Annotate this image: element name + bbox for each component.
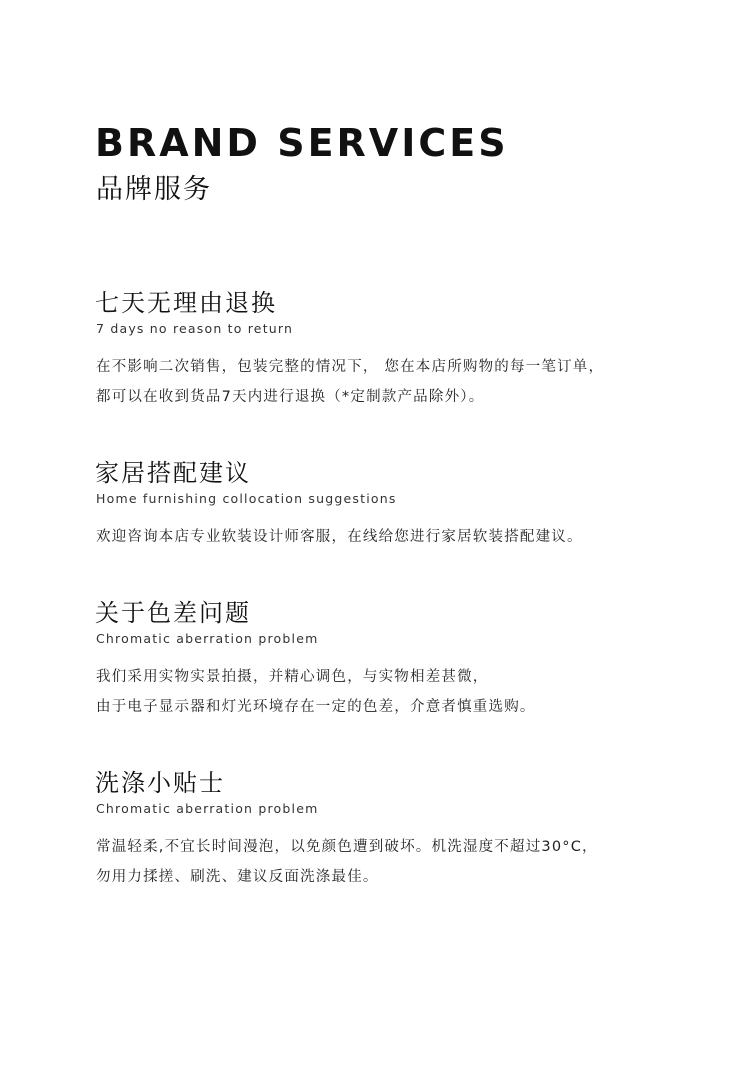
- body-line: 勿用力揉搓、刷洗、建议反面洗涤最佳。: [96, 869, 379, 885]
- body-line: 常温轻柔,不宜长时间漫泡，以免颜色遭到破坏。机洗湿度不超过30°C，: [96, 839, 598, 855]
- section-subheading: Home furnishing collocation suggestions: [96, 491, 397, 506]
- section-color-difference: [95, 598, 715, 722]
- section-furnishing-suggestions: [95, 458, 715, 552]
- page-subtitle: 品牌服务: [96, 174, 212, 205]
- section-return-policy: [95, 288, 715, 412]
- section-heading: 洗涤小贴士: [95, 769, 225, 797]
- section-heading: 关于色差问题: [95, 599, 251, 627]
- section-heading: 七天无理由退换: [95, 289, 277, 317]
- section-body: [96, 832, 715, 892]
- section-body: [96, 522, 715, 552]
- section-subheading: Chromatic aberration problem: [96, 631, 319, 646]
- section-subheading: 7 days no reason to return: [96, 321, 294, 336]
- section-body: [96, 662, 715, 722]
- body-line: 都可以在收到货品7天内进行退换（*定制款产品除外）。: [96, 389, 485, 405]
- section-body: [96, 352, 715, 412]
- body-line: 我们采用实物实景拍摄，并精心调色，与实物相差甚微，: [96, 669, 489, 685]
- body-line: 在不影响二次销售，包装完整的情况下， 您在本店所购物的每一笔订单，: [96, 359, 605, 375]
- body-line: 由于电子显示器和灯光环境存在一定的色差，介意者慎重选购。: [96, 699, 536, 715]
- page-title: BRAND SERVICES: [95, 121, 509, 165]
- section-subheading: Chromatic aberration problem: [96, 801, 319, 816]
- body-line: 欢迎咨询本店专业软装设计师客服，在线给您进行家居软装搭配建议。: [96, 529, 583, 545]
- section-washing-tips: [95, 768, 715, 892]
- section-heading: 家居搭配建议: [95, 459, 251, 487]
